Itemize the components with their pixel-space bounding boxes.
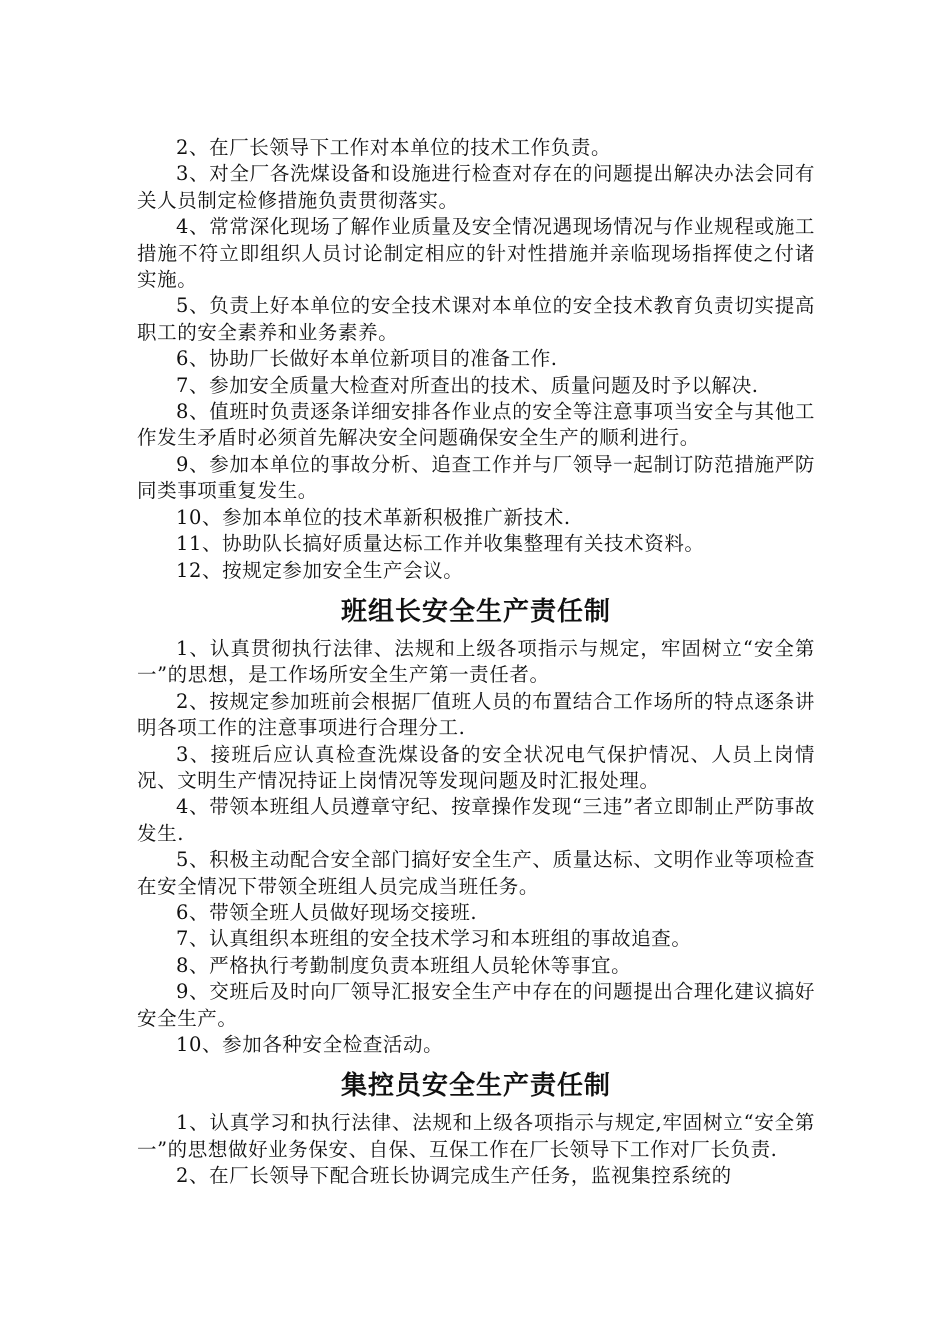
section-heading: 班组长安全生产责任制	[340, 596, 611, 627]
section-heading: 集控员安全生产责任制	[340, 1071, 611, 1102]
duty-item: 2、在厂长领导下配合班长协调完成生产任务，监视集控系统的	[176, 1164, 732, 1188]
duty-item: 3、接班后应认真检查洗煤设备的安全状况电气保护情况、人员上岗情况、文明生产情况持证上岗情况等发现问题及时汇报处理。	[137, 742, 815, 792]
duty-item: 12、按规定参加安全生产会议。	[176, 558, 464, 582]
duty-item: 9、交班后及时向厂领导汇报安全生产中存在的问题提出合理化建议搞好安全生产。	[137, 980, 815, 1030]
duty-item: 6、带领全班人员做好现场交接班.	[176, 900, 478, 924]
duty-item: 11、协助队长搞好质量达标工作并收集整理有关技术资料。	[176, 532, 705, 556]
document-page	[137, 135, 815, 1190]
duty-item: 4、带领本班组人员遵章守纪、按章操作发现“三违”者立即制止严防事故发生.	[137, 795, 815, 845]
duty-item: 7、参加安全质量大检查对所查出的技术、质量问题及时予以解决.	[176, 373, 759, 397]
section-central-control-operator	[137, 1070, 815, 1189]
duty-item: 1、认真学习和执行法律、法规和上级各项指示与规定,牢固树立“安全第一”的思想做好业务保安、自保、互保工作在厂长领导下工作对厂长负责.	[137, 1111, 815, 1161]
duty-item: 7、认真组织本班组的安全技术学习和本班组的事故追查。	[176, 927, 692, 951]
duty-item: 2、在厂长领导下工作对本单位的技术工作负责。	[176, 136, 612, 159]
duty-item: 8、严格执行考勤制度负责本班组人员轮休等事宜。	[176, 953, 632, 977]
duty-item: 8、值班时负责逐条详细安排各作业点的安全等注意事项当安全与其他工作发生矛盾时必须首先解决安全问题确保安全生产的顺利进行。	[137, 400, 815, 450]
duty-item: 5、负责上好本单位的安全技术课对本单位的安全技术教育负责切实提高职工的安全素养和业务素养。	[137, 294, 815, 344]
duty-item: 2、按规定参加班前会根据厂值班人员的布置结合工作场所的特点逐条讲明各项工作的注意事项进行合理分工.	[137, 689, 815, 740]
duty-item: 3、对全厂各洗煤设备和设施进行检查对存在的问题提出解决办法会同有关人员制定检修措施负责贯彻落实。	[137, 162, 815, 212]
duty-item: 9、参加本单位的事故分析、追查工作并与厂领导一起制订防范措施严防同类事项重复发生。	[137, 452, 815, 503]
section-technician-duties	[137, 135, 815, 584]
section-team-leader	[137, 596, 815, 1059]
duty-item: 10、参加各种安全检查活动。	[176, 1033, 444, 1056]
duty-item: 5、积极主动配合安全部门搞好安全生产、质量达标、文明作业等项检查在安全情况下带领全班组人员完成当班任务。	[137, 848, 815, 898]
duty-item: 4、常常深化现场了解作业质量及安全情况遇现场情况与作业规程或施工措施不符立即组织人员讨论制定相应的针对性措施并亲临现场指挥使之付诸实施。	[137, 215, 815, 292]
duty-item: 6、协助厂长做好本单位新项目的准备工作.	[176, 347, 558, 371]
duty-item: 10、参加本单位的技术革新积极推广新技术.	[176, 505, 571, 529]
duty-item: 1、认真贯彻执行法律、法规和上级各项指示与规定，牢固树立“安全第一”的思想，是工作场所安全生产第一责任者。	[137, 636, 815, 687]
